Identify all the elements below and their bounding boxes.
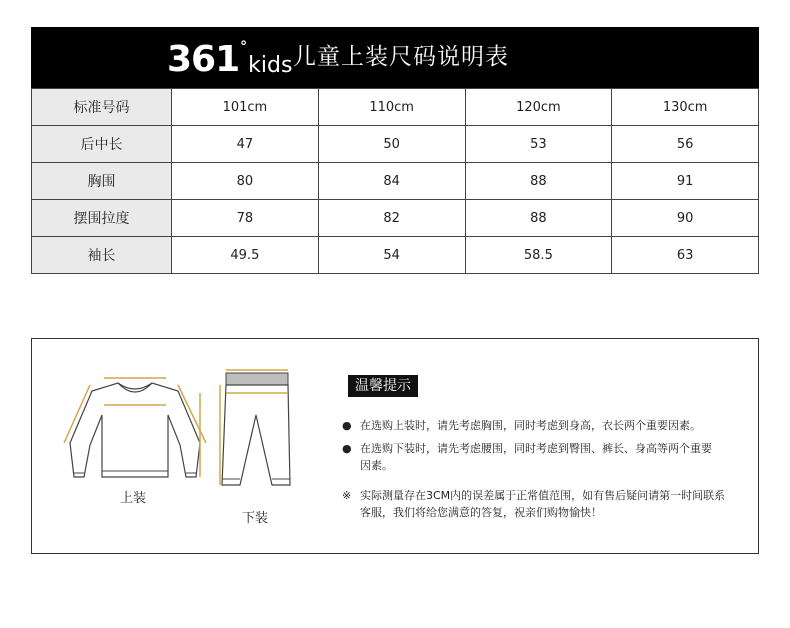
table-cell: 63 (612, 237, 759, 274)
note-text: 实际测量存在3CM内的误差属于正常值范围，如有售后疑问请第一时间联系客服，我们将给您满意的答复，祝亲们购物愉快！ (360, 489, 726, 519)
table-cell: 101cm (172, 89, 319, 126)
table-row (32, 163, 759, 200)
table-cell: 54 (318, 237, 465, 274)
note-icon: ※ (342, 489, 352, 502)
page-title: 儿童上装尺码说明表 (293, 44, 509, 70)
table-cell: 88 (465, 163, 612, 200)
logo-suffix: kids (248, 53, 293, 78)
tip-note (342, 487, 732, 521)
table-cell: 110cm (318, 89, 465, 126)
notice-box (31, 338, 759, 554)
bottom-garment-label: 下装 (242, 511, 269, 526)
table-cell: 120cm (465, 89, 612, 126)
brand-logo (167, 37, 292, 79)
table-row (32, 200, 759, 237)
tip-text: 在选购上装时，请先考虑胸围，同时考虑到身高，衣长两个重要因素。 (360, 419, 701, 432)
table-cell: 80 (172, 163, 319, 200)
tip-item (342, 440, 722, 474)
logo-degree: ° (240, 39, 248, 55)
table-cell: 78 (172, 200, 319, 237)
bottom-garment-illustration (218, 367, 298, 497)
table-cell: 130cm (612, 89, 759, 126)
header-banner (31, 27, 759, 88)
row-label: 标准号码 (32, 89, 172, 126)
tip-item (342, 417, 732, 434)
row-label: 胸围 (32, 163, 172, 200)
table-cell: 82 (318, 200, 465, 237)
table-row (32, 126, 759, 163)
size-table (31, 88, 759, 274)
table-cell: 88 (465, 200, 612, 237)
table-cell: 56 (612, 126, 759, 163)
table-header-row (32, 89, 759, 126)
row-label: 袖长 (32, 237, 172, 274)
tip-text: 在选购下装时，请先考虑腰围，同时考虑到臀围、裤长、身高等两个重要因素。 (360, 442, 712, 472)
table-cell: 50 (318, 126, 465, 163)
table-cell: 84 (318, 163, 465, 200)
table-cell: 47 (172, 126, 319, 163)
table-cell: 49.5 (172, 237, 319, 274)
row-label: 摆围拉度 (32, 200, 172, 237)
table-row (32, 237, 759, 274)
top-garment-illustration (60, 373, 210, 483)
top-garment-label: 上装 (120, 491, 147, 506)
bullet-icon: ● (342, 419, 352, 432)
row-label: 后中长 (32, 126, 172, 163)
table-cell: 91 (612, 163, 759, 200)
table-cell: 90 (612, 200, 759, 237)
bullet-icon: ● (342, 442, 352, 455)
logo-number: 361 (167, 39, 240, 80)
table-cell: 58.5 (465, 237, 612, 274)
tip-title: 温馨提示 (348, 375, 418, 397)
table-cell: 53 (465, 126, 612, 163)
